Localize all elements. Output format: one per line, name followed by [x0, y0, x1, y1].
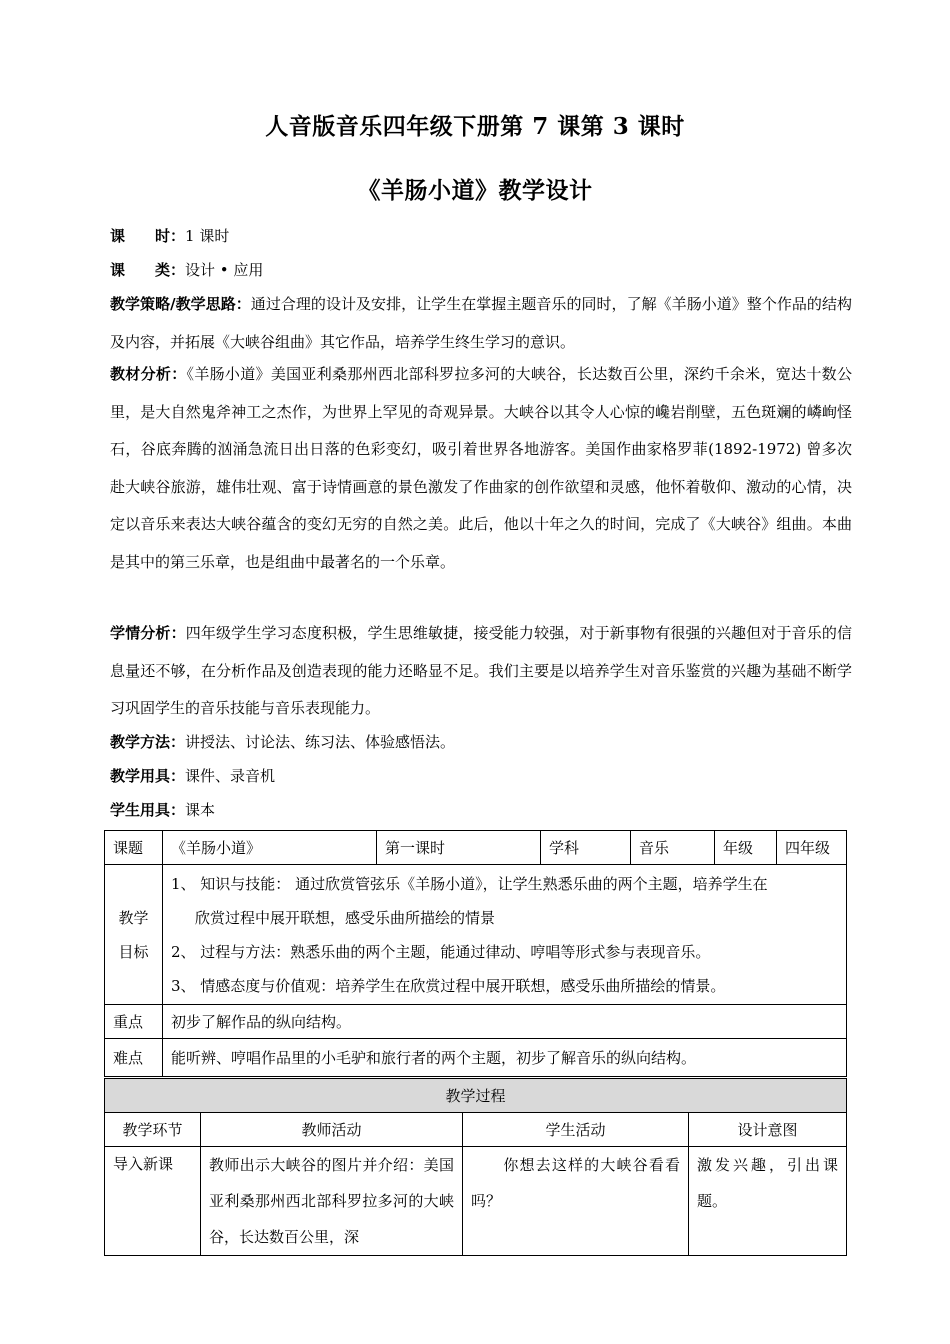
grade-label: 年级 [715, 831, 777, 865]
strategy-text: 通过合理的设计及安排，让学生在掌握主题音乐的同时，了解《羊肠小道》整个作品的结构及内容，并拓展《大峡谷组曲》其它作品，培养学生终生学习的意识。 [110, 295, 852, 351]
difficulty-value: 能听辨、哼唱作品里的小毛驴和旅行者的两个主题，初步了解音乐的纵向结构。 [163, 1039, 847, 1077]
tools-label: 教学用具： [110, 767, 186, 785]
method-line [110, 724, 850, 760]
goal-3: 3、 情感态度与价值观：培养学生在欣赏过程中展开联想，感受乐曲所描绘的情景。 [171, 976, 726, 995]
table-row [105, 1005, 847, 1039]
tools-line [110, 758, 850, 794]
strategy-paragraph [110, 286, 852, 361]
material-paragraph [110, 356, 852, 581]
goal-2: 2、 过程与方法：熟悉乐曲的两个主题，能通过律动、哼唱等形式参与表现音乐。 [171, 942, 711, 961]
table-row [105, 831, 847, 865]
student-tools-value: 课本 [185, 801, 216, 819]
strategy-label: 教学策略/教学思路： [110, 295, 251, 313]
column-header-teacher: 教师活动 [201, 1113, 463, 1147]
type-label: 课 类： [110, 261, 186, 279]
stage-cell: 导入新课 [105, 1147, 201, 1256]
student-tools-label: 学生用具： [110, 801, 186, 819]
document-subtitle: 《羊肠小道》教学设计 [357, 177, 593, 204]
column-header-stage: 教学环节 [105, 1113, 201, 1147]
process-header: 教学过程 [105, 1079, 847, 1113]
goal-cell [163, 865, 847, 1005]
subject-title-label: 课题 [105, 831, 163, 865]
method-value: 讲授法、讨论法、练习法、体验感悟法。 [185, 733, 456, 751]
discipline-value: 音乐 [631, 831, 715, 865]
lesson-period-value: 第一课时 [377, 831, 541, 865]
table-row [105, 1113, 847, 1147]
difficulty-label: 难点 [105, 1039, 163, 1077]
material-label: 教材分析： [110, 365, 187, 383]
key-value: 初步了解作品的纵向结构。 [163, 1005, 847, 1039]
table-row [105, 1039, 847, 1077]
tools-value: 课件、录音机 [185, 767, 276, 785]
column-header-student: 学生活动 [463, 1113, 689, 1147]
period-label: 课 时： [110, 227, 186, 245]
material-text: 《羊肠小道》美国亚利桑那州西北部科罗拉多河的大峡谷，长达数百公里，深约千余米，宽达十数公里，是大自然鬼斧神工之杰作，为世界上罕见的奇观异景。大峡谷以其令人心惊的巉岩削壁，五色斑斓的嶙峋怪石，谷底奔腾的汹涌急流日出日落的色彩变幻，吸引着世界各地游客。美国作曲家格罗菲(1892-1972) 曾多次赴大峡谷旅游，雄伟壮观、富于诗情画意的景色激发了作曲家的创作欲望和灵感，他怀着敬仰、激动的心情，决定以音乐来表达大峡谷蕴含的变幻无穷的自然之美。此后，他以十年之久的时间，完成了《大峡谷》组曲。本曲是其中的第三乐章，也是组曲中最著名的一个乐章。 [110, 365, 852, 571]
table-row [105, 1079, 847, 1113]
student-paragraph [110, 615, 852, 728]
goal-1-cont: 欣赏过程中展开联想，感受乐曲所描绘的情景 [195, 908, 496, 927]
table-row [105, 865, 847, 1005]
period-line [110, 218, 850, 254]
teacher-activity-cell: 教师出示大峡谷的图片并介绍：美国亚利桑那州西北部科罗拉多河的大峡谷，长达数百公里，深 [201, 1147, 463, 1256]
type-value: 设计 • 应用 [185, 261, 264, 279]
grade-value: 四年级 [777, 831, 847, 865]
subject-title-value: 《羊肠小道》 [163, 831, 377, 865]
key-label: 重点 [105, 1005, 163, 1039]
goal-1: 1、 知识与技能： 通过欣赏管弦乐《羊肠小道》，让学生熟悉乐曲的两个主题，培养学生在 [171, 874, 768, 893]
student-activity-cell: 你想去这样的大峡谷看看吗？ [463, 1147, 689, 1256]
process-table [104, 1078, 847, 1256]
type-line [110, 252, 850, 288]
table-row [105, 1147, 847, 1256]
design-intent-cell: 激发兴趣，引出课题。 [689, 1147, 847, 1256]
student-label: 学情分析： [110, 624, 186, 642]
student-tools-line [110, 792, 850, 828]
column-header-intent: 设计意图 [689, 1113, 847, 1147]
discipline-label: 学科 [541, 831, 631, 865]
lesson-info-table [104, 830, 847, 1077]
document-title: 人音版音乐四年级下册第 7 课第 3 课时 [265, 113, 685, 140]
method-label: 教学方法： [110, 733, 186, 751]
goal-label: 教学目标 [105, 865, 163, 1005]
student-text: 四年级学生学习态度积极，学生思维敏捷，接受能力较强，对于新事物有很强的兴趣但对于音乐的信息量还不够，在分析作品及创造表现的能力还略显不足。我们主要是以培养学生对音乐鉴赏的兴趣为基础不断学习巩固学生的音乐技能与音乐表现能力。 [110, 624, 852, 717]
period-value: 1 课时 [185, 227, 230, 245]
